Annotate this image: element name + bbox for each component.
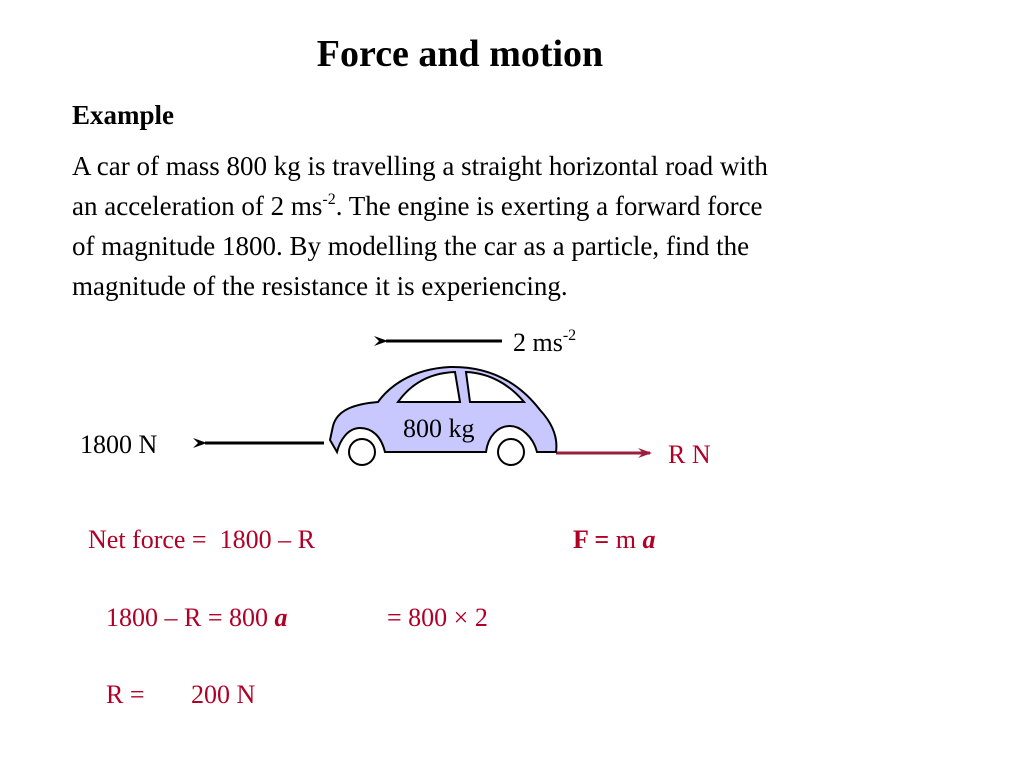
problem-line-1: A car of mass 800 kg is travelling a straight horizontal road with	[72, 151, 768, 181]
resistance-label: R N	[668, 440, 711, 469]
net-force-label: Net force =	[88, 525, 207, 554]
equation-mid-a: a	[274, 603, 288, 632]
acceleration-label-text: 2 ms	[513, 328, 563, 357]
result-value: 200 N	[191, 680, 256, 709]
car-wheel-rear	[498, 439, 524, 465]
problem-line-2-sup: -2	[322, 191, 336, 208]
car-wheel-front	[349, 439, 375, 465]
law-F: F =	[573, 525, 610, 554]
mass-label: 800 kg	[403, 414, 475, 443]
equation-right: = 800 × 2	[387, 603, 488, 632]
example-heading: Example	[72, 100, 175, 130]
forward-force-label: 1800 N	[80, 430, 158, 459]
law-a: a	[642, 525, 656, 554]
problem-line-2-a: an acceleration of 2 ms	[72, 191, 323, 221]
net-force-line	[88, 525, 315, 555]
slide-title: Force and motion	[316, 33, 604, 75]
newtons-law	[573, 525, 655, 555]
problem-line-2-b: . The engine is exerting a forward force	[335, 191, 763, 221]
net-force-value: 1800 – R	[219, 525, 315, 554]
equation-line	[106, 603, 288, 633]
problem-line-4: magnitude of the resistance it is experiencing.	[72, 271, 568, 301]
law-m: m	[615, 525, 636, 554]
acceleration-label	[513, 328, 576, 358]
result-label: R =	[106, 680, 145, 709]
problem-line-3: of magnitude 1800. By modelling the car as a particle, find the	[72, 231, 750, 261]
acceleration-label-sup: -2	[562, 327, 577, 344]
equation-mid-num: 800	[229, 603, 269, 632]
equation-left: 1800 – R =	[106, 603, 223, 632]
